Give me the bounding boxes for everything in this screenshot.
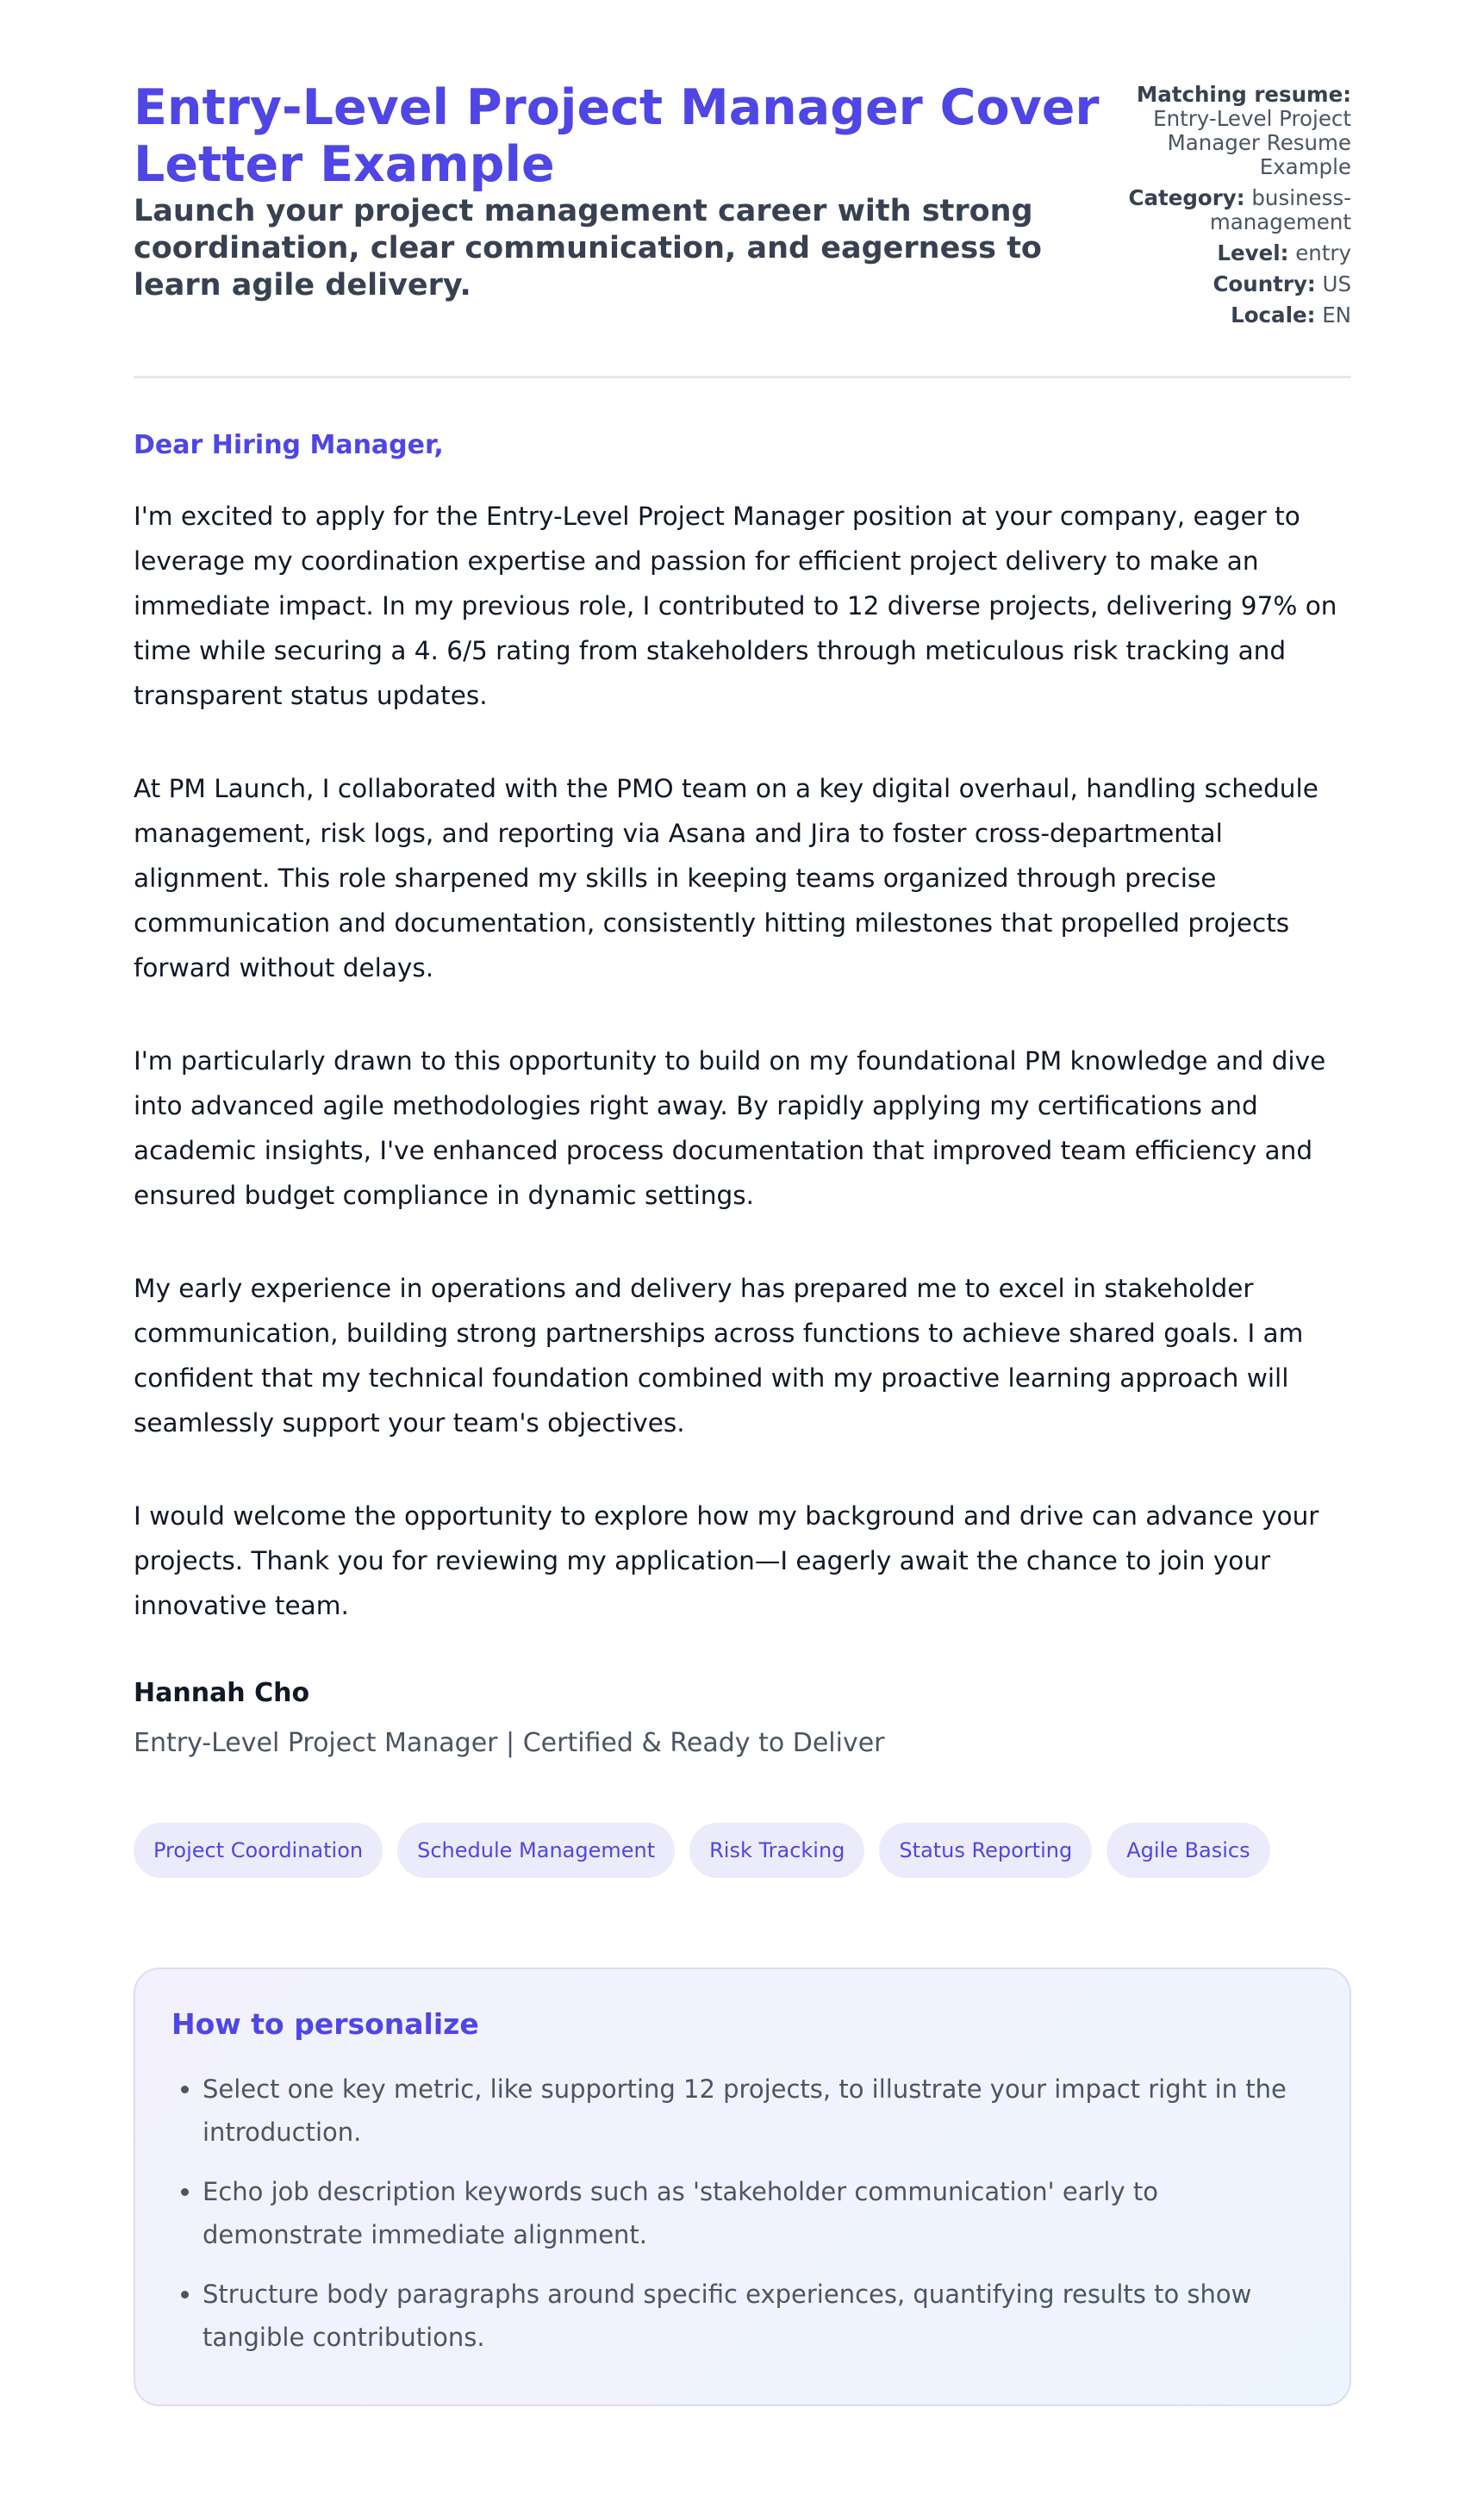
letter-body: [134, 494, 1351, 1628]
tips-title: How to personalize: [171, 2007, 479, 2041]
meta-value: Entry-Level Project Manager Resume Example: [1153, 106, 1351, 179]
meta-label: Country:: [1213, 271, 1316, 296]
header-left: [134, 79, 1116, 304]
meta-label: Matching resume:: [1136, 82, 1351, 107]
personalize-tips-box: [134, 1968, 1351, 2406]
letter-paragraph: I would welcome the opportunity to explore how my background and drive can advance your projects. Thank you for reviewing my application—I eagerly await the chance to join your innovative team.: [134, 1501, 1319, 1620]
divider: [134, 376, 1351, 378]
meta-label: Level:: [1217, 240, 1289, 265]
tips-list: [171, 2068, 1313, 2359]
page-header: [134, 79, 1351, 334]
meta-label: Category:: [1128, 185, 1245, 210]
skill-tag: Agile Basics: [1107, 1823, 1269, 1878]
signature-title: Entry-Level Project Manager | Certified & Ready to Deliver: [134, 1728, 885, 1758]
page-title: Entry-Level Project Manager Cover Letter Example: [134, 79, 1100, 193]
letter-paragraph: My early experience in operations and delivery has prepared me to excel in stakeholder communication, building strong partnerships across functions to achieve shared goals. I am confident that my technical foundation combined with my proactive learning approach will seamlessly support your team's objectives.: [134, 1274, 1304, 1438]
meta-value: entry: [1295, 240, 1351, 265]
letter-paragraph: I'm excited to apply for the Entry-Level Project Manager position at your company, eager to leverage my coordination expertise and passion for efficient project delivery to make an immediate impact. In my previous role, I contributed to 12 diverse projects, delivering 97% on time while securing a 4. 6/5 rating from stakeholders through meticulous risk tracking and transparent status updates.: [134, 502, 1337, 710]
meta-panel: [1119, 83, 1351, 334]
skill-tag: Schedule Management: [397, 1823, 675, 1878]
skill-tag: Status Reporting: [879, 1823, 1092, 1878]
letter-greeting: Dear Hiring Manager,: [134, 430, 444, 460]
meta-value: US: [1322, 271, 1351, 296]
meta-country: [1119, 272, 1351, 296]
skill-tag: Project Coordination: [134, 1823, 383, 1878]
letter-paragraph: I'm particularly drawn to this opportunity to build on my foundational PM knowledge and dive into advanced agile methodologies right away. By rapidly applying my certifications and academic insights, I've enhanced process documentation that improved team efficiency and ensured budget compliance in dynamic settings.: [134, 1046, 1326, 1210]
meta-value: EN: [1322, 303, 1351, 327]
meta-category: [1119, 186, 1351, 234]
tip-item: • Select one key metric, like supporting 12 projects, to illustrate your impact right in the introduction.: [203, 2068, 1313, 2154]
meta-label: Locale:: [1231, 303, 1316, 327]
meta-value: business-management: [1209, 185, 1351, 234]
meta-level: [1119, 241, 1351, 265]
tip-item: • Echo job description keywords such as 'stakeholder communication' early to demonstrate immediate alignment.: [203, 2170, 1313, 2256]
tip-item: • Structure body paragraphs around specific experiences, quantifying results to show tangible contributions.: [203, 2273, 1313, 2359]
skill-tags: [134, 1823, 1351, 1878]
signature-name: Hannah Cho: [134, 1678, 310, 1708]
page-subtitle: Launch your project management career with strong coordination, clear communication, and eagerness to learn agile delivery.: [134, 194, 1042, 303]
cover-letter-page: [134, 79, 1351, 2406]
meta-matching-resume: [1119, 83, 1351, 179]
skill-tag: Risk Tracking: [689, 1823, 864, 1878]
letter-paragraph: At PM Launch, I collaborated with the PMO team on a key digital overhaul, handling schedule management, risk logs, and reporting via Asana and Jira to foster cross-departmental alignment. This role sharpened my skills in keeping teams organized through precise communication and documentation, consistently hitting milestones that propelled projects forward without delays.: [134, 774, 1318, 982]
meta-locale: [1119, 303, 1351, 327]
